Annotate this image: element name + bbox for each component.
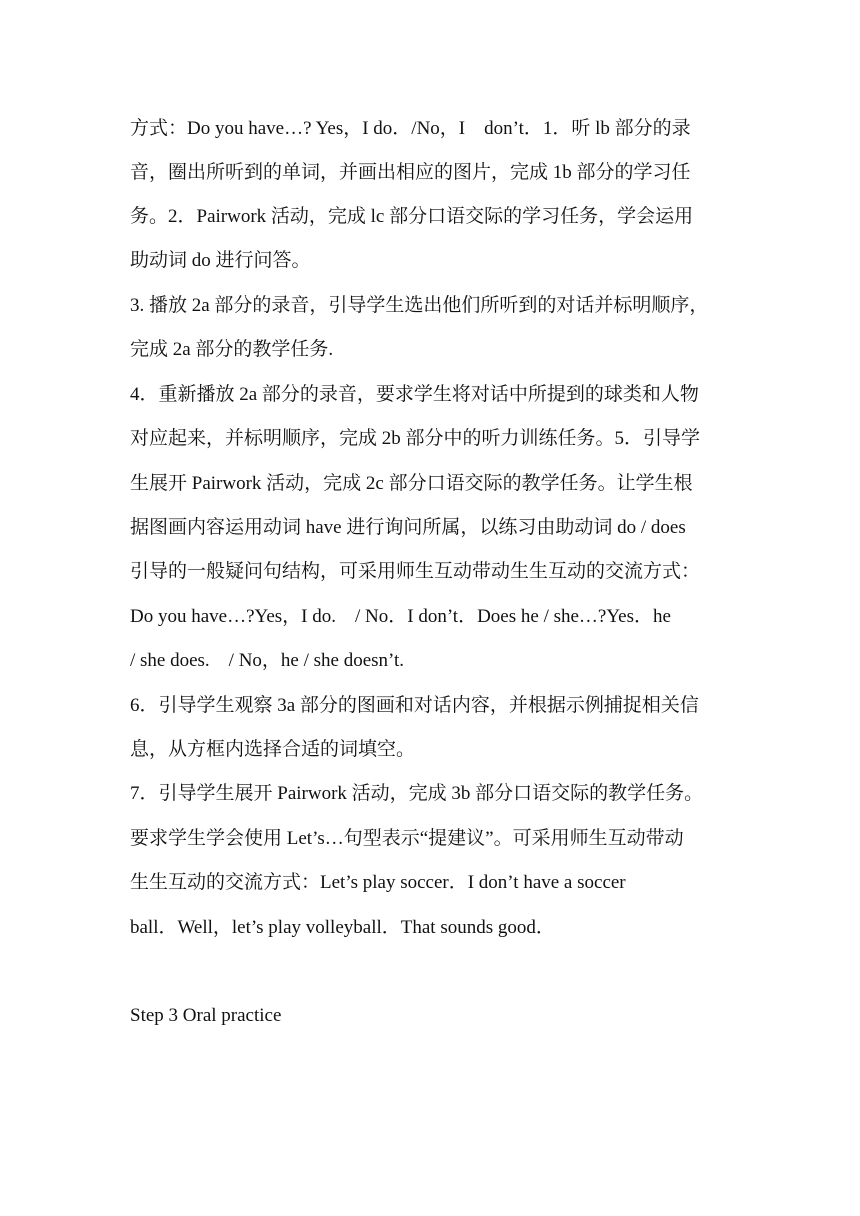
text-line: ball．Well，let’s play volleyball．That sounds good． bbox=[130, 917, 555, 938]
text-line: 完成 2a 部分的教学任务. bbox=[130, 339, 334, 360]
text-line: 务。2．Pairwork 活动，完成 lc 部分口语交际的学习任务，学会运用 bbox=[130, 206, 694, 227]
text-line: 助动词 do 进行问答。 bbox=[130, 250, 311, 271]
text-line: 引导的一般疑问句结构，可采用师生互动带动生生互动的交流方式： bbox=[130, 561, 701, 582]
section-heading: Step 3 Oral practice bbox=[130, 1005, 282, 1026]
text-line: 息，从方框内选择合适的词填空。 bbox=[130, 739, 416, 760]
text-line: 6．引导学生观察 3a 部分的图画和对话内容，并根据示例捕捉相关信 bbox=[130, 695, 699, 716]
text-line: 3. 播放 2a 部分的录音，引导学生选出他们所听到的对话并标明顺序， bbox=[130, 295, 709, 316]
text-line: 音，圈出所听到的单词，并画出相应的图片，完成 1b 部分的学习任 bbox=[130, 162, 691, 183]
text-line: 生生互动的交流方式：Let’s play soccer．I don’t have a soccer bbox=[130, 872, 626, 893]
text-line: 要求学生学会使用 Let’s…句型表示“提建议”。可采用师生互动带动 bbox=[130, 828, 684, 849]
text-line: 对应起来，并标明顺序，完成 2b 部分中的听力训练任务。5．引导学 bbox=[130, 428, 701, 449]
text-line: Do you have…?Yes，I do. / No．I don’t．Does he / she…?Yes．he bbox=[130, 606, 671, 627]
text-line: 据图画内容运用动词 have 进行询问所属，以练习由助动词 do / does bbox=[130, 517, 686, 538]
text-line: / she does. / No，he / she doesn’t. bbox=[130, 650, 405, 671]
text-line: 方式：Do you have…? Yes，I do．/No，I don’t．1．听 lb 部分的录 bbox=[130, 118, 691, 139]
text-line: 4．重新播放 2a 部分的录音，要求学生将对话中所提到的球类和人物 bbox=[130, 384, 699, 405]
text-line: 7．引导学生展开 Pairwork 活动，完成 3b 部分口语交际的教学任务。 bbox=[130, 783, 704, 804]
text-line: 生展开 Pairwork 活动，完成 2c 部分口语交际的教学任务。让学生根 bbox=[130, 473, 693, 494]
